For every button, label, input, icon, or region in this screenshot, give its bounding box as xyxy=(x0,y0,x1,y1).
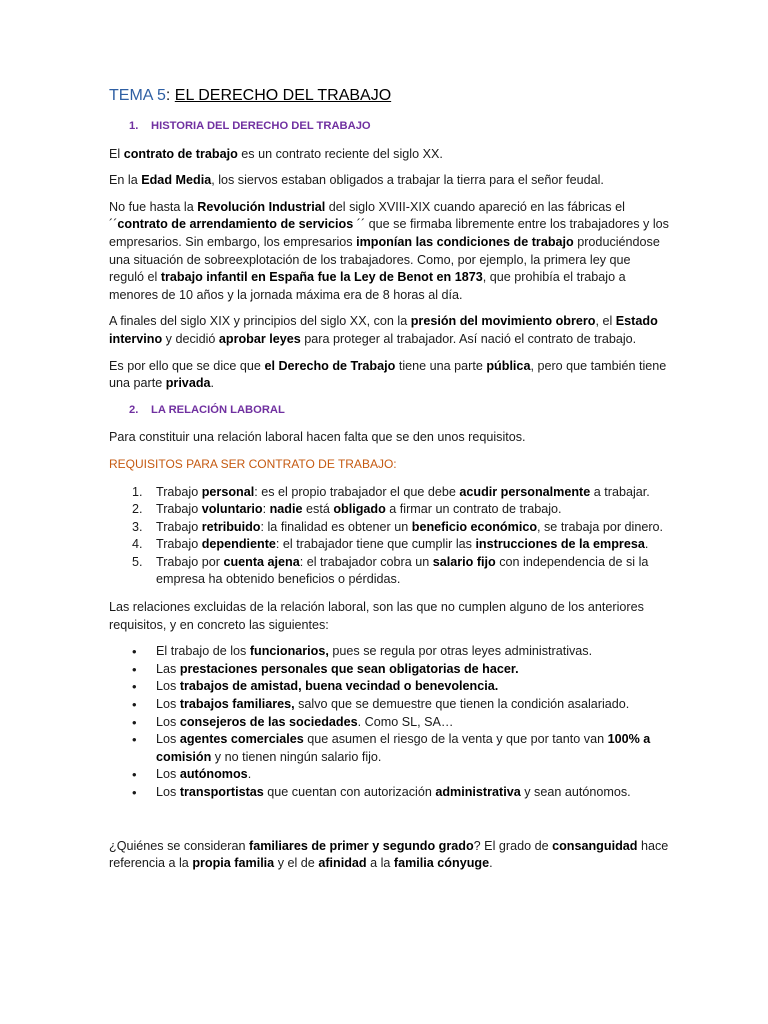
bullet-icon: • xyxy=(132,661,137,677)
bold-run: trabajos familiares, xyxy=(179,697,295,712)
bold-run: propia familia xyxy=(192,856,275,871)
list-item xyxy=(109,536,669,554)
bold-run: contrato de trabajo xyxy=(123,146,238,161)
text-run: . xyxy=(644,537,649,552)
bold-run: contrato de arrendamiento de servicios xyxy=(117,217,354,232)
text-run: : es el propio trabajador el que debe xyxy=(254,484,460,499)
bold-run: retribuido xyxy=(201,519,261,534)
paragraph xyxy=(109,199,669,305)
text-run: , pero que también tiene una parte xyxy=(109,358,667,391)
text-run: ? El grado de xyxy=(473,838,553,853)
text-run: : xyxy=(262,502,270,517)
list-item-text xyxy=(156,644,592,658)
text-run: Trabajo por xyxy=(156,554,224,569)
text-run: Trabajo xyxy=(156,502,202,517)
text-run: produciéndose una situación de sobreexplotación de los trabajadores. Como, por ejemplo, la primera ley que reguló el xyxy=(109,234,660,285)
paragraph xyxy=(109,358,669,393)
bold-run: funcionarios, xyxy=(249,644,329,659)
text-run: a la xyxy=(366,856,394,871)
list-item-text xyxy=(156,767,251,781)
text-run: salvo que se demuestre que tienen la condición asalariado. xyxy=(294,697,630,712)
text-run: y no tienen ningún salario fijo. xyxy=(211,749,382,764)
text-run: y el de xyxy=(274,856,319,871)
bold-run: consejeros de las sociedades xyxy=(179,714,358,729)
bold-run: familiares de primer y segundo grado xyxy=(249,838,474,853)
text-run: En la xyxy=(109,173,142,188)
section-heading-relacion-laboral xyxy=(129,402,669,420)
list-item-text xyxy=(156,485,650,499)
section-number: 1. xyxy=(129,120,139,132)
bold-run: instrucciones de la empresa xyxy=(475,537,645,552)
bullet-icon: • xyxy=(132,679,137,695)
text-run: Trabajo xyxy=(156,537,202,552)
bullet-icon: • xyxy=(132,785,137,800)
list-item-text xyxy=(156,662,519,676)
text-run: a trabajar. xyxy=(590,484,650,499)
paragraph xyxy=(109,172,669,190)
bold-run: Edad Media xyxy=(141,173,212,188)
list-item-text xyxy=(156,679,498,693)
text-run: y sean autónomos. xyxy=(520,785,631,799)
text-run: Los xyxy=(156,679,180,694)
bold-run: imponían las condiciones de trabajo xyxy=(356,234,574,249)
bold-run: trabajos de amistad, buena vecindad o benevolencia. xyxy=(179,679,499,694)
list-item xyxy=(109,678,669,696)
list-item-text xyxy=(156,502,562,516)
text-run: que cuentan con autorización xyxy=(263,785,436,799)
bold-run: presión del movimiento obrero xyxy=(410,314,596,329)
text-run: : el trabajador cobra un xyxy=(299,554,433,569)
text-run: No fue hasta la xyxy=(109,199,198,214)
bullet-icon: • xyxy=(132,767,137,783)
bold-run: dependiente xyxy=(201,537,276,552)
list-item-text xyxy=(156,697,629,711)
text-run: , el xyxy=(595,314,616,329)
section-number: 2. xyxy=(129,403,139,416)
list-item-text xyxy=(156,715,454,729)
bold-run: cuenta ajena xyxy=(223,554,300,569)
text-run: : el trabajador tiene que cumplir las xyxy=(275,537,476,552)
text-run: : la finalidad es obtener un xyxy=(260,519,412,534)
bold-run: salario fijo xyxy=(432,554,496,569)
text-run: . Como SL, SA… xyxy=(357,714,454,729)
list-number: 2. xyxy=(132,502,143,517)
spacer xyxy=(109,812,669,838)
section-heading-historia xyxy=(129,118,669,136)
text-run: Los xyxy=(156,785,180,799)
text-run: Para constituir una relación laboral hacen falta que se den unos requisitos. xyxy=(109,430,526,445)
text-run: , se trabaja por dinero. xyxy=(537,519,664,534)
text-run: hace referencia a la xyxy=(109,838,669,871)
text-run: para proteger al trabajador. Así nació el contrato de trabajo. xyxy=(300,331,637,346)
bold-run: pública xyxy=(486,358,531,373)
bold-run: transportistas xyxy=(179,785,264,799)
bold-run: Revolución Industrial xyxy=(197,199,326,214)
text-run: tiene una parte xyxy=(395,358,487,373)
paragraph xyxy=(109,838,669,873)
paragraph xyxy=(109,146,669,164)
bold-run: nadie xyxy=(269,502,303,517)
list-item xyxy=(109,501,669,519)
bold-run: familia cónyuge xyxy=(393,856,490,871)
text-run: El trabajo de los xyxy=(156,644,250,659)
bold-run: voluntario xyxy=(201,502,263,517)
bullet-icon: • xyxy=(132,644,137,660)
text-run: es un contrato reciente del siglo XX. xyxy=(237,146,443,161)
text-run: . xyxy=(210,376,215,391)
bold-run: acudir personalmente xyxy=(459,484,591,499)
text-run: ¿Quiénes se consideran xyxy=(109,838,250,853)
list-item xyxy=(109,766,669,784)
bullet-icon: • xyxy=(132,697,137,713)
bold-run: beneficio económico xyxy=(411,519,538,534)
section-label: LA RELACIÓN LABORAL xyxy=(151,403,285,416)
list-number: 4. xyxy=(132,537,143,552)
text-run: está xyxy=(302,502,334,517)
bold-run: privada xyxy=(165,376,211,391)
requisitos-heading: REQUISITOS PARA SER CONTRATO DE TRABAJO: xyxy=(109,456,397,471)
list-item xyxy=(109,696,669,714)
text-run: Las relaciones excluidas de la relación laboral, son las que no cumplen alguno de los anteriores requisitos, y en concreto las siguientes: xyxy=(109,600,644,632)
bold-run: consanguidad xyxy=(552,838,638,853)
text-run: a firmar un contrato de trabajo. xyxy=(385,502,562,517)
requisitos-list xyxy=(109,484,669,590)
text-run: . xyxy=(247,767,252,782)
text-run: , los siervos estaban obligados a trabajar la tierra para el señor feudal. xyxy=(211,173,604,188)
section-label: HISTORIA DEL DERECHO DEL TRABAJO xyxy=(151,120,371,132)
bold-run: administrativa xyxy=(435,785,521,799)
title-main: EL DERECHO DEL TRABAJO xyxy=(174,87,392,104)
list-item xyxy=(109,661,669,679)
list-item xyxy=(109,484,669,502)
list-item xyxy=(109,784,669,802)
list-item xyxy=(109,519,669,537)
title-separator: : xyxy=(165,87,175,104)
list-number: 1. xyxy=(132,484,143,499)
bold-run: trabajo infantil en España fue la Ley de Benot en 1873 xyxy=(160,270,483,285)
text-run: del siglo XVIII-XIX cuando apareció en las fábricas el ´´ xyxy=(109,199,625,232)
bold-run: el Derecho de Trabajo xyxy=(264,358,396,373)
bold-run: afinidad xyxy=(318,856,367,871)
text-run: Trabajo xyxy=(156,484,202,499)
list-item-text xyxy=(156,732,650,764)
bold-run: agentes comerciales xyxy=(179,732,304,747)
paragraph xyxy=(109,313,669,348)
exclusiones-list xyxy=(109,643,669,801)
text-run: El xyxy=(109,146,124,161)
text-run: Las xyxy=(156,661,180,676)
text-run: Los xyxy=(156,767,180,782)
bold-run: 100% a comisión xyxy=(156,732,651,764)
text-run: A finales del siglo XIX y principios del siglo XX, con la xyxy=(109,314,411,329)
text-run: con independencia de si la empresa ha obtenido beneficios o pérdidas. xyxy=(156,554,649,587)
bullet-icon: • xyxy=(132,732,137,748)
text-run: pues se regula por otras leyes administrativas. xyxy=(328,644,593,659)
bold-run: personal xyxy=(201,484,255,499)
bold-run: obligado xyxy=(333,502,386,517)
bold-run: autónomos xyxy=(179,767,248,782)
list-item-text xyxy=(156,520,663,534)
list-item xyxy=(109,554,669,589)
paragraph xyxy=(109,429,669,447)
list-item xyxy=(109,731,669,766)
list-item-text xyxy=(156,555,648,587)
list-item xyxy=(109,714,669,732)
text-run: Los xyxy=(156,732,180,747)
text-run: y decidió xyxy=(162,331,219,346)
text-run: que asumen el riesgo de la venta y que por tanto van xyxy=(303,732,608,747)
text-run: . xyxy=(489,856,493,871)
list-item xyxy=(109,643,669,661)
text-run: ´´ que se firmaba libremente entre los trabajadores y los empresarios. Sin embargo, los empresarios xyxy=(109,217,669,249)
list-item-text xyxy=(156,537,648,551)
bold-run: prestaciones personales que sean obligatorias de hacer. xyxy=(179,661,519,676)
list-item-text xyxy=(156,785,631,799)
paragraph xyxy=(109,599,669,634)
document-title xyxy=(109,86,669,106)
document-body xyxy=(109,86,669,882)
bold-run: aprobar leyes xyxy=(218,331,301,346)
bold-run: Estado intervino xyxy=(109,314,658,346)
text-run: Trabajo xyxy=(156,519,202,534)
bullet-icon: • xyxy=(132,714,137,730)
list-number: 3. xyxy=(132,519,143,534)
list-number: 5. xyxy=(132,554,143,569)
text-run: , que prohibía el trabajo a menores de 10 años y la jornada máxima era de 8 horas al día. xyxy=(109,270,626,302)
text-run: Los xyxy=(156,714,180,729)
title-prefix: TEMA 5 xyxy=(109,87,166,104)
text-run: Es por ello que se dice que xyxy=(109,358,265,373)
text-run: Los xyxy=(156,697,180,712)
